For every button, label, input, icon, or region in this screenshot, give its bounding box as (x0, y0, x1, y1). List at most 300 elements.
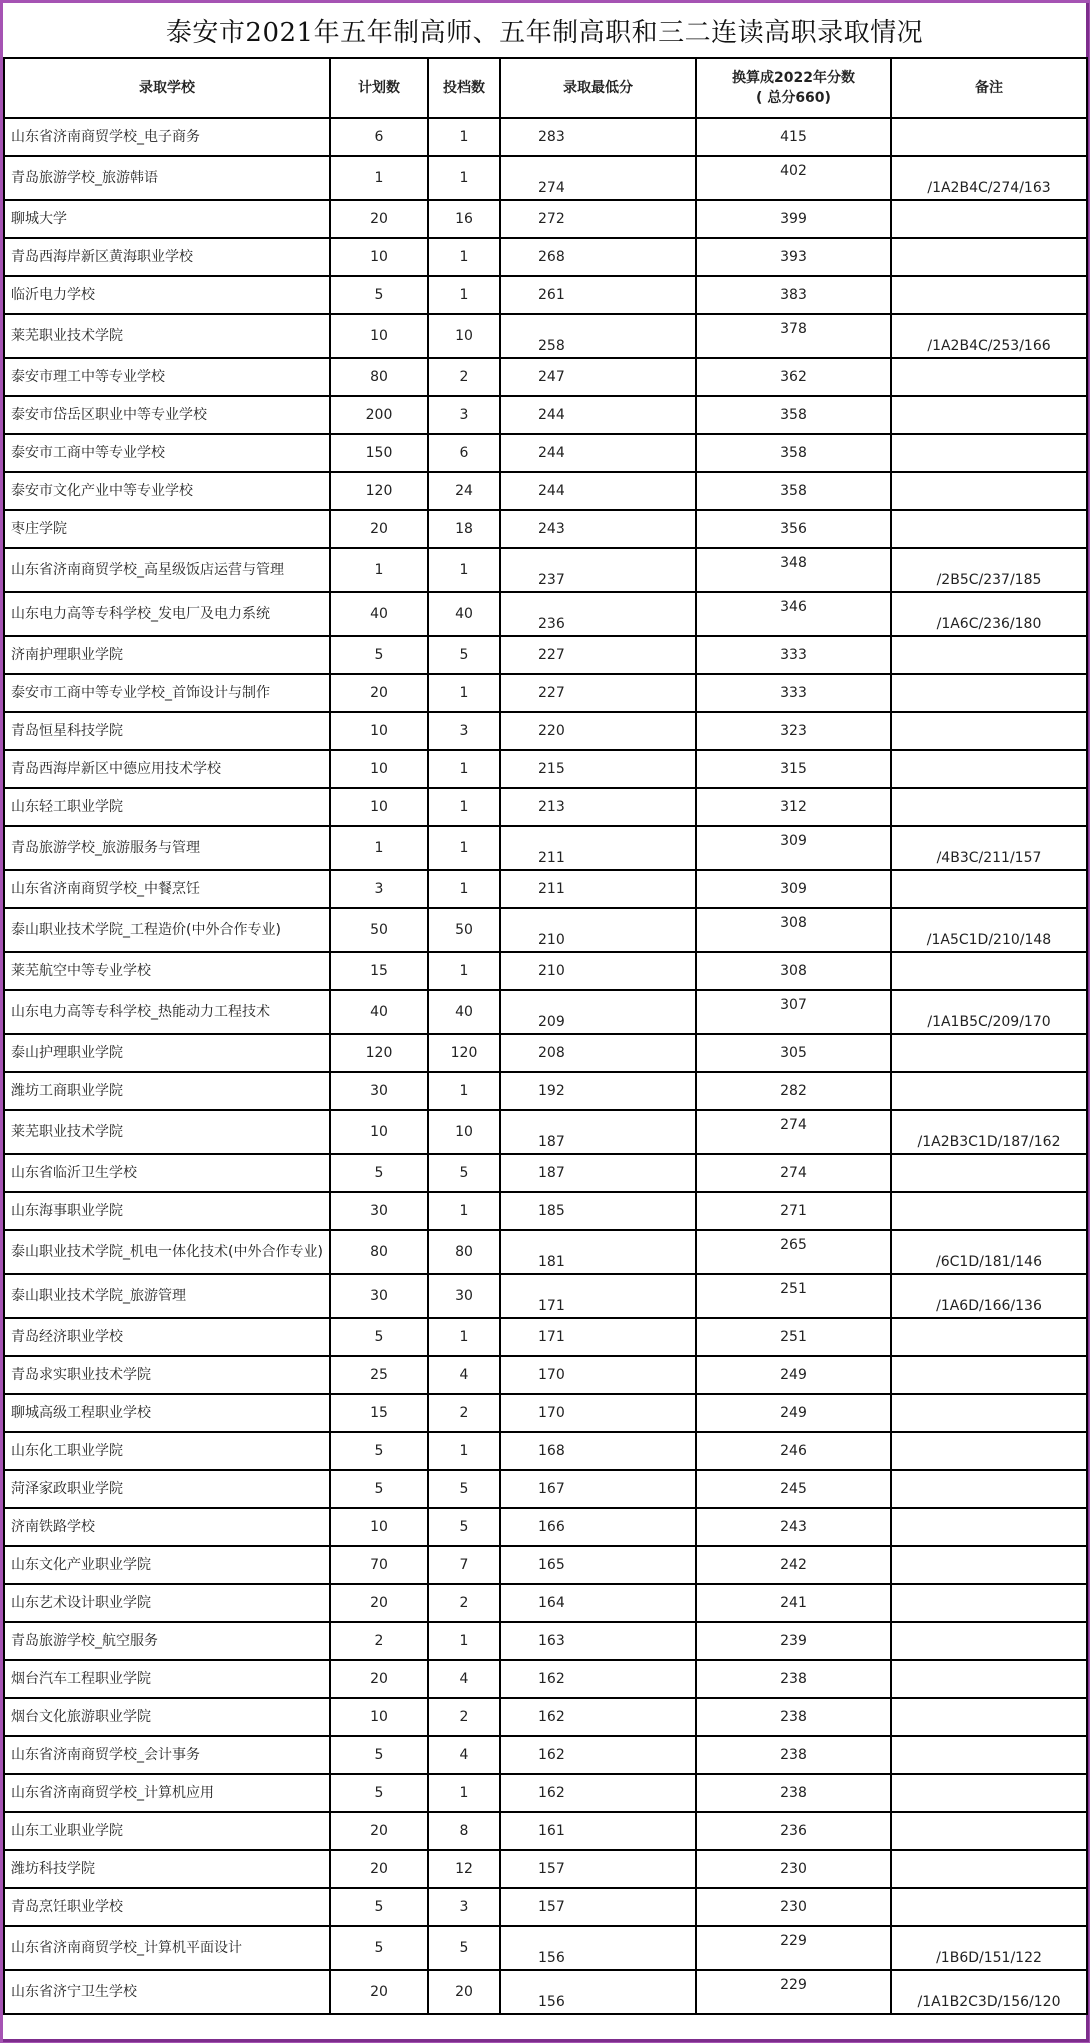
plan-count-cell: 15 (330, 1394, 428, 1432)
school-cell: 青岛旅游学校_航空服务 (4, 1622, 330, 1660)
filed-count-cell: 3 (428, 1888, 500, 1926)
table-row (4, 1470, 1087, 1508)
converted-score-cell: 274 (696, 1154, 891, 1192)
table-row (4, 1356, 1087, 1394)
converted-score-cell: 348 (696, 548, 891, 592)
table-row (4, 1812, 1087, 1850)
plan-count-cell: 15 (330, 952, 428, 990)
filed-count-cell: 16 (428, 200, 500, 238)
converted-score-cell: 309 (696, 826, 891, 870)
plan-count-cell: 200 (330, 396, 428, 434)
filed-count-cell: 18 (428, 510, 500, 548)
filed-count-cell: 1 (428, 1622, 500, 1660)
school-cell: 泰山职业技术学院_旅游管理 (4, 1274, 330, 1318)
filed-count-cell: 1 (428, 1318, 500, 1356)
converted-score-cell: 241 (696, 1584, 891, 1622)
plan-count-cell: 20 (330, 1812, 428, 1850)
filed-count-cell: 1 (428, 1432, 500, 1470)
plan-count-cell: 5 (330, 276, 428, 314)
table-row (4, 1110, 1087, 1154)
converted-score-cell: 358 (696, 396, 891, 434)
plan-count-cell: 30 (330, 1072, 428, 1110)
converted-score-cell: 399 (696, 200, 891, 238)
min-score-cell: 208 (500, 1034, 696, 1072)
note-cell (891, 1034, 1087, 1072)
plan-count-cell: 10 (330, 238, 428, 276)
note-cell: /4B3C/211/157 (891, 826, 1087, 870)
note-cell (891, 238, 1087, 276)
table-row (4, 1584, 1087, 1622)
min-score-cell: 170 (500, 1394, 696, 1432)
header-school: 录取学校 (4, 58, 330, 118)
converted-score-cell: 333 (696, 674, 891, 712)
table-row (4, 396, 1087, 434)
table-row (4, 1274, 1087, 1318)
table-row (4, 358, 1087, 396)
filed-count-cell: 1 (428, 548, 500, 592)
school-cell: 山东文化产业职业学院 (4, 1546, 330, 1584)
plan-count-cell: 150 (330, 434, 428, 472)
min-score-cell: 166 (500, 1508, 696, 1546)
min-score-cell: 187 (500, 1110, 696, 1154)
converted-score-cell: 323 (696, 712, 891, 750)
note-cell: /2B5C/237/185 (891, 548, 1087, 592)
note-cell (891, 1192, 1087, 1230)
table-row (4, 1736, 1087, 1774)
note-cell (891, 1584, 1087, 1622)
filed-count-cell: 5 (428, 1926, 500, 1970)
filed-count-cell: 1 (428, 238, 500, 276)
converted-score-cell: 305 (696, 1034, 891, 1072)
min-score-cell: 171 (500, 1274, 696, 1318)
min-score-cell: 227 (500, 674, 696, 712)
filed-count-cell: 7 (428, 1546, 500, 1584)
plan-count-cell: 1 (330, 156, 428, 200)
note-cell (891, 1546, 1087, 1584)
plan-count-cell: 20 (330, 1970, 428, 2014)
school-cell: 青岛恒星科技学院 (4, 712, 330, 750)
table-row (4, 826, 1087, 870)
filed-count-cell: 120 (428, 1034, 500, 1072)
note-cell (891, 712, 1087, 750)
min-score-cell: 272 (500, 200, 696, 238)
converted-score-cell: 312 (696, 788, 891, 826)
note-cell (891, 674, 1087, 712)
school-cell: 潍坊科技学院 (4, 1850, 330, 1888)
table-row (4, 1230, 1087, 1274)
table-row (4, 674, 1087, 712)
converted-score-cell: 243 (696, 1508, 891, 1546)
table-row (4, 990, 1087, 1034)
note-cell (891, 118, 1087, 156)
plan-count-cell: 5 (330, 1154, 428, 1192)
min-score-cell: 162 (500, 1774, 696, 1812)
filed-count-cell: 6 (428, 434, 500, 472)
converted-score-cell: 236 (696, 1812, 891, 1850)
table-row (4, 118, 1087, 156)
plan-count-cell: 10 (330, 750, 428, 788)
note-cell (891, 396, 1087, 434)
table-row (4, 1072, 1087, 1110)
table-row (4, 434, 1087, 472)
table-row (4, 1546, 1087, 1584)
filed-count-cell: 5 (428, 1154, 500, 1192)
note-cell (891, 472, 1087, 510)
min-score-cell: 185 (500, 1192, 696, 1230)
table-header-row (4, 58, 1087, 118)
school-cell: 山东艺术设计职业学院 (4, 1584, 330, 1622)
plan-count-cell: 2 (330, 1622, 428, 1660)
min-score-cell: 157 (500, 1888, 696, 1926)
table-row (4, 1970, 1087, 2014)
note-cell (891, 1508, 1087, 1546)
table-body (4, 118, 1087, 2014)
converted-score-cell: 358 (696, 472, 891, 510)
school-cell: 泰山职业技术学院_工程造价(中外合作专业) (4, 908, 330, 952)
converted-score-cell: 362 (696, 358, 891, 396)
converted-score-cell: 282 (696, 1072, 891, 1110)
min-score-cell: 210 (500, 952, 696, 990)
note-cell (891, 1154, 1087, 1192)
converted-score-cell: 238 (696, 1736, 891, 1774)
table-row (4, 1698, 1087, 1736)
plan-count-cell: 40 (330, 990, 428, 1034)
school-cell: 山东省济南商贸学校_会计事务 (4, 1736, 330, 1774)
plan-count-cell: 70 (330, 1546, 428, 1584)
min-score-cell: 162 (500, 1736, 696, 1774)
plan-count-cell: 30 (330, 1192, 428, 1230)
table-row (4, 156, 1087, 200)
school-cell: 莱芜职业技术学院 (4, 1110, 330, 1154)
plan-count-cell: 20 (330, 674, 428, 712)
min-score-cell: 167 (500, 1470, 696, 1508)
min-score-cell: 192 (500, 1072, 696, 1110)
school-cell: 潍坊工商职业学院 (4, 1072, 330, 1110)
note-cell (891, 636, 1087, 674)
school-cell: 泰山职业技术学院_机电一体化技术(中外合作专业) (4, 1230, 330, 1274)
school-cell: 青岛西海岸新区黄海职业学校 (4, 238, 330, 276)
note-cell (891, 788, 1087, 826)
converted-score-cell: 308 (696, 908, 891, 952)
table-row (4, 1192, 1087, 1230)
header-converted-line2: ( 总分660) (756, 90, 831, 106)
plan-count-cell: 25 (330, 1356, 428, 1394)
note-cell (891, 1850, 1087, 1888)
min-score-cell: 237 (500, 548, 696, 592)
school-cell: 青岛旅游学校_旅游服务与管理 (4, 826, 330, 870)
admission-table (3, 57, 1088, 2015)
plan-count-cell: 5 (330, 636, 428, 674)
filed-count-cell: 20 (428, 1970, 500, 2014)
note-cell (891, 510, 1087, 548)
min-score-cell: 164 (500, 1584, 696, 1622)
converted-score-cell: 346 (696, 592, 891, 636)
plan-count-cell: 120 (330, 472, 428, 510)
min-score-cell: 247 (500, 358, 696, 396)
plan-count-cell: 10 (330, 1698, 428, 1736)
converted-score-cell: 246 (696, 1432, 891, 1470)
filed-count-cell: 10 (428, 314, 500, 358)
school-cell: 烟台汽车工程职业学院 (4, 1660, 330, 1698)
note-cell (891, 1394, 1087, 1432)
filed-count-cell: 1 (428, 870, 500, 908)
school-cell: 菏泽家政职业学院 (4, 1470, 330, 1508)
school-cell: 莱芜职业技术学院 (4, 314, 330, 358)
converted-score-cell: 378 (696, 314, 891, 358)
filed-count-cell: 4 (428, 1736, 500, 1774)
min-score-cell: 168 (500, 1432, 696, 1470)
note-cell (891, 1356, 1087, 1394)
school-cell: 山东省济南商贸学校_计算机应用 (4, 1774, 330, 1812)
converted-score-cell: 245 (696, 1470, 891, 1508)
converted-score-cell: 238 (696, 1660, 891, 1698)
school-cell: 山东轻工职业学院 (4, 788, 330, 826)
converted-score-cell: 315 (696, 750, 891, 788)
school-cell: 山东省临沂卫生学校 (4, 1154, 330, 1192)
table-row (4, 1926, 1087, 1970)
school-cell: 山东工业职业学院 (4, 1812, 330, 1850)
min-score-cell: 236 (500, 592, 696, 636)
header-min-score: 录取最低分 (500, 58, 696, 118)
plan-count-cell: 10 (330, 314, 428, 358)
document-frame (3, 3, 1089, 2042)
plan-count-cell: 10 (330, 1110, 428, 1154)
plan-count-cell: 40 (330, 592, 428, 636)
school-cell: 山东省济南商贸学校_中餐烹饪 (4, 870, 330, 908)
filed-count-cell: 30 (428, 1274, 500, 1318)
school-cell: 青岛烹饪职业学校 (4, 1888, 330, 1926)
school-cell: 临沂电力学校 (4, 276, 330, 314)
min-score-cell: 243 (500, 510, 696, 548)
school-cell: 青岛西海岸新区中德应用技术学校 (4, 750, 330, 788)
converted-score-cell: 307 (696, 990, 891, 1034)
plan-count-cell: 1 (330, 826, 428, 870)
converted-score-cell: 230 (696, 1888, 891, 1926)
min-score-cell: 165 (500, 1546, 696, 1584)
filed-count-cell: 3 (428, 712, 500, 750)
note-cell: /1A6C/236/180 (891, 592, 1087, 636)
school-cell: 聊城大学 (4, 200, 330, 238)
school-cell: 枣庄学院 (4, 510, 330, 548)
table-row (4, 548, 1087, 592)
filed-count-cell: 1 (428, 276, 500, 314)
note-cell (891, 1072, 1087, 1110)
filed-count-cell: 5 (428, 1470, 500, 1508)
table-row (4, 314, 1087, 358)
school-cell: 山东化工职业学院 (4, 1432, 330, 1470)
converted-score-cell: 265 (696, 1230, 891, 1274)
converted-score-cell: 229 (696, 1970, 891, 2014)
plan-count-cell: 20 (330, 200, 428, 238)
plan-count-cell: 5 (330, 1318, 428, 1356)
plan-count-cell: 5 (330, 1888, 428, 1926)
converted-score-cell: 274 (696, 1110, 891, 1154)
min-score-cell: 209 (500, 990, 696, 1034)
note-cell: /1B6D/151/122 (891, 1926, 1087, 1970)
table-row (4, 1034, 1087, 1072)
min-score-cell: 156 (500, 1926, 696, 1970)
filed-count-cell: 5 (428, 1508, 500, 1546)
note-cell (891, 870, 1087, 908)
min-score-cell: 187 (500, 1154, 696, 1192)
note-cell: /1A1B5C/209/170 (891, 990, 1087, 1034)
plan-count-cell: 20 (330, 1584, 428, 1622)
min-score-cell: 162 (500, 1698, 696, 1736)
table-row (4, 1622, 1087, 1660)
school-cell: 泰安市理工中等专业学校 (4, 358, 330, 396)
note-cell: /1A2B4C/253/166 (891, 314, 1087, 358)
filed-count-cell: 24 (428, 472, 500, 510)
min-score-cell: 220 (500, 712, 696, 750)
note-cell: /1A5C1D/210/148 (891, 908, 1087, 952)
header-filed: 投档数 (428, 58, 500, 118)
table-row (4, 1154, 1087, 1192)
school-cell: 山东省济南商贸学校_高星级饭店运营与管理 (4, 548, 330, 592)
filed-count-cell: 1 (428, 1192, 500, 1230)
plan-count-cell: 5 (330, 1470, 428, 1508)
table-row (4, 750, 1087, 788)
note-cell (891, 434, 1087, 472)
filed-count-cell: 1 (428, 118, 500, 156)
school-cell: 山东省济南商贸学校_计算机平面设计 (4, 1926, 330, 1970)
min-score-cell: 162 (500, 1660, 696, 1698)
filed-count-cell: 2 (428, 1394, 500, 1432)
filed-count-cell: 3 (428, 396, 500, 434)
school-cell: 泰安市岱岳区职业中等专业学校 (4, 396, 330, 434)
min-score-cell: 244 (500, 396, 696, 434)
converted-score-cell: 356 (696, 510, 891, 548)
converted-score-cell: 249 (696, 1394, 891, 1432)
plan-count-cell: 10 (330, 712, 428, 750)
note-cell: /1A2B3C1D/187/162 (891, 1110, 1087, 1154)
min-score-cell: 244 (500, 434, 696, 472)
plan-count-cell: 20 (330, 1850, 428, 1888)
min-score-cell: 283 (500, 118, 696, 156)
min-score-cell: 268 (500, 238, 696, 276)
filed-count-cell: 10 (428, 1110, 500, 1154)
school-cell: 青岛求实职业技术学院 (4, 1356, 330, 1394)
header-plan: 计划数 (330, 58, 428, 118)
min-score-cell: 227 (500, 636, 696, 674)
min-score-cell: 163 (500, 1622, 696, 1660)
note-cell (891, 1622, 1087, 1660)
note-cell (891, 1774, 1087, 1812)
plan-count-cell: 5 (330, 1774, 428, 1812)
plan-count-cell: 5 (330, 1926, 428, 1970)
table-row (4, 592, 1087, 636)
header-converted-score (696, 58, 891, 118)
filed-count-cell: 5 (428, 636, 500, 674)
converted-score-cell: 251 (696, 1318, 891, 1356)
table-row (4, 510, 1087, 548)
plan-count-cell: 10 (330, 1508, 428, 1546)
filed-count-cell: 1 (428, 826, 500, 870)
converted-score-cell: 333 (696, 636, 891, 674)
filed-count-cell: 1 (428, 750, 500, 788)
school-cell: 泰安市文化产业中等专业学校 (4, 472, 330, 510)
header-converted-line1: 换算成2022年分数 (732, 70, 855, 86)
school-cell: 聊城高级工程职业学校 (4, 1394, 330, 1432)
note-cell (891, 1470, 1087, 1508)
min-score-cell: 274 (500, 156, 696, 200)
plan-count-cell: 80 (330, 1230, 428, 1274)
min-score-cell: 157 (500, 1850, 696, 1888)
plan-count-cell: 20 (330, 510, 428, 548)
table-row (4, 472, 1087, 510)
table-row (4, 636, 1087, 674)
school-cell: 山东省济宁卫生学校 (4, 1970, 330, 2014)
table-row (4, 1850, 1087, 1888)
note-cell (891, 276, 1087, 314)
min-score-cell: 156 (500, 1970, 696, 2014)
filed-count-cell: 8 (428, 1812, 500, 1850)
table-row (4, 276, 1087, 314)
filed-count-cell: 1 (428, 674, 500, 712)
converted-score-cell: 393 (696, 238, 891, 276)
table-row (4, 1660, 1087, 1698)
table-row (4, 1394, 1087, 1432)
table-row (4, 1888, 1087, 1926)
converted-score-cell: 271 (696, 1192, 891, 1230)
note-cell (891, 750, 1087, 788)
min-score-cell: 211 (500, 826, 696, 870)
school-cell: 莱芜航空中等专业学校 (4, 952, 330, 990)
note-cell (891, 1318, 1087, 1356)
school-cell: 山东省济南商贸学校_电子商务 (4, 118, 330, 156)
filed-count-cell: 40 (428, 990, 500, 1034)
plan-count-cell: 30 (330, 1274, 428, 1318)
converted-score-cell: 242 (696, 1546, 891, 1584)
school-cell: 青岛经济职业学校 (4, 1318, 330, 1356)
filed-count-cell: 1 (428, 1774, 500, 1812)
note-cell (891, 1432, 1087, 1470)
filed-count-cell: 1 (428, 952, 500, 990)
converted-score-cell: 238 (696, 1774, 891, 1812)
school-cell: 济南护理职业学院 (4, 636, 330, 674)
plan-count-cell: 80 (330, 358, 428, 396)
converted-score-cell: 358 (696, 434, 891, 472)
min-score-cell: 258 (500, 314, 696, 358)
converted-score-cell: 238 (696, 1698, 891, 1736)
min-score-cell: 181 (500, 1230, 696, 1274)
min-score-cell: 244 (500, 472, 696, 510)
page-title: 泰安市2021年五年制高师、五年制高职和三二连读高职录取情况 (165, 17, 924, 48)
filed-count-cell: 50 (428, 908, 500, 952)
filed-count-cell: 2 (428, 358, 500, 396)
converted-score-cell: 239 (696, 1622, 891, 1660)
plan-count-cell: 5 (330, 1736, 428, 1774)
note-cell: /6C1D/181/146 (891, 1230, 1087, 1274)
converted-score-cell: 415 (696, 118, 891, 156)
min-score-cell: 215 (500, 750, 696, 788)
plan-count-cell: 20 (330, 1660, 428, 1698)
table-row (4, 1318, 1087, 1356)
min-score-cell: 161 (500, 1812, 696, 1850)
converted-score-cell: 230 (696, 1850, 891, 1888)
table-row (4, 238, 1087, 276)
note-cell (891, 358, 1087, 396)
note-cell (891, 1698, 1087, 1736)
plan-count-cell: 3 (330, 870, 428, 908)
table-row (4, 200, 1087, 238)
filed-count-cell: 80 (428, 1230, 500, 1274)
table-row (4, 712, 1087, 750)
converted-score-cell: 249 (696, 1356, 891, 1394)
filed-count-cell: 1 (428, 788, 500, 826)
header-note: 备注 (891, 58, 1087, 118)
filed-count-cell: 2 (428, 1698, 500, 1736)
min-score-cell: 210 (500, 908, 696, 952)
